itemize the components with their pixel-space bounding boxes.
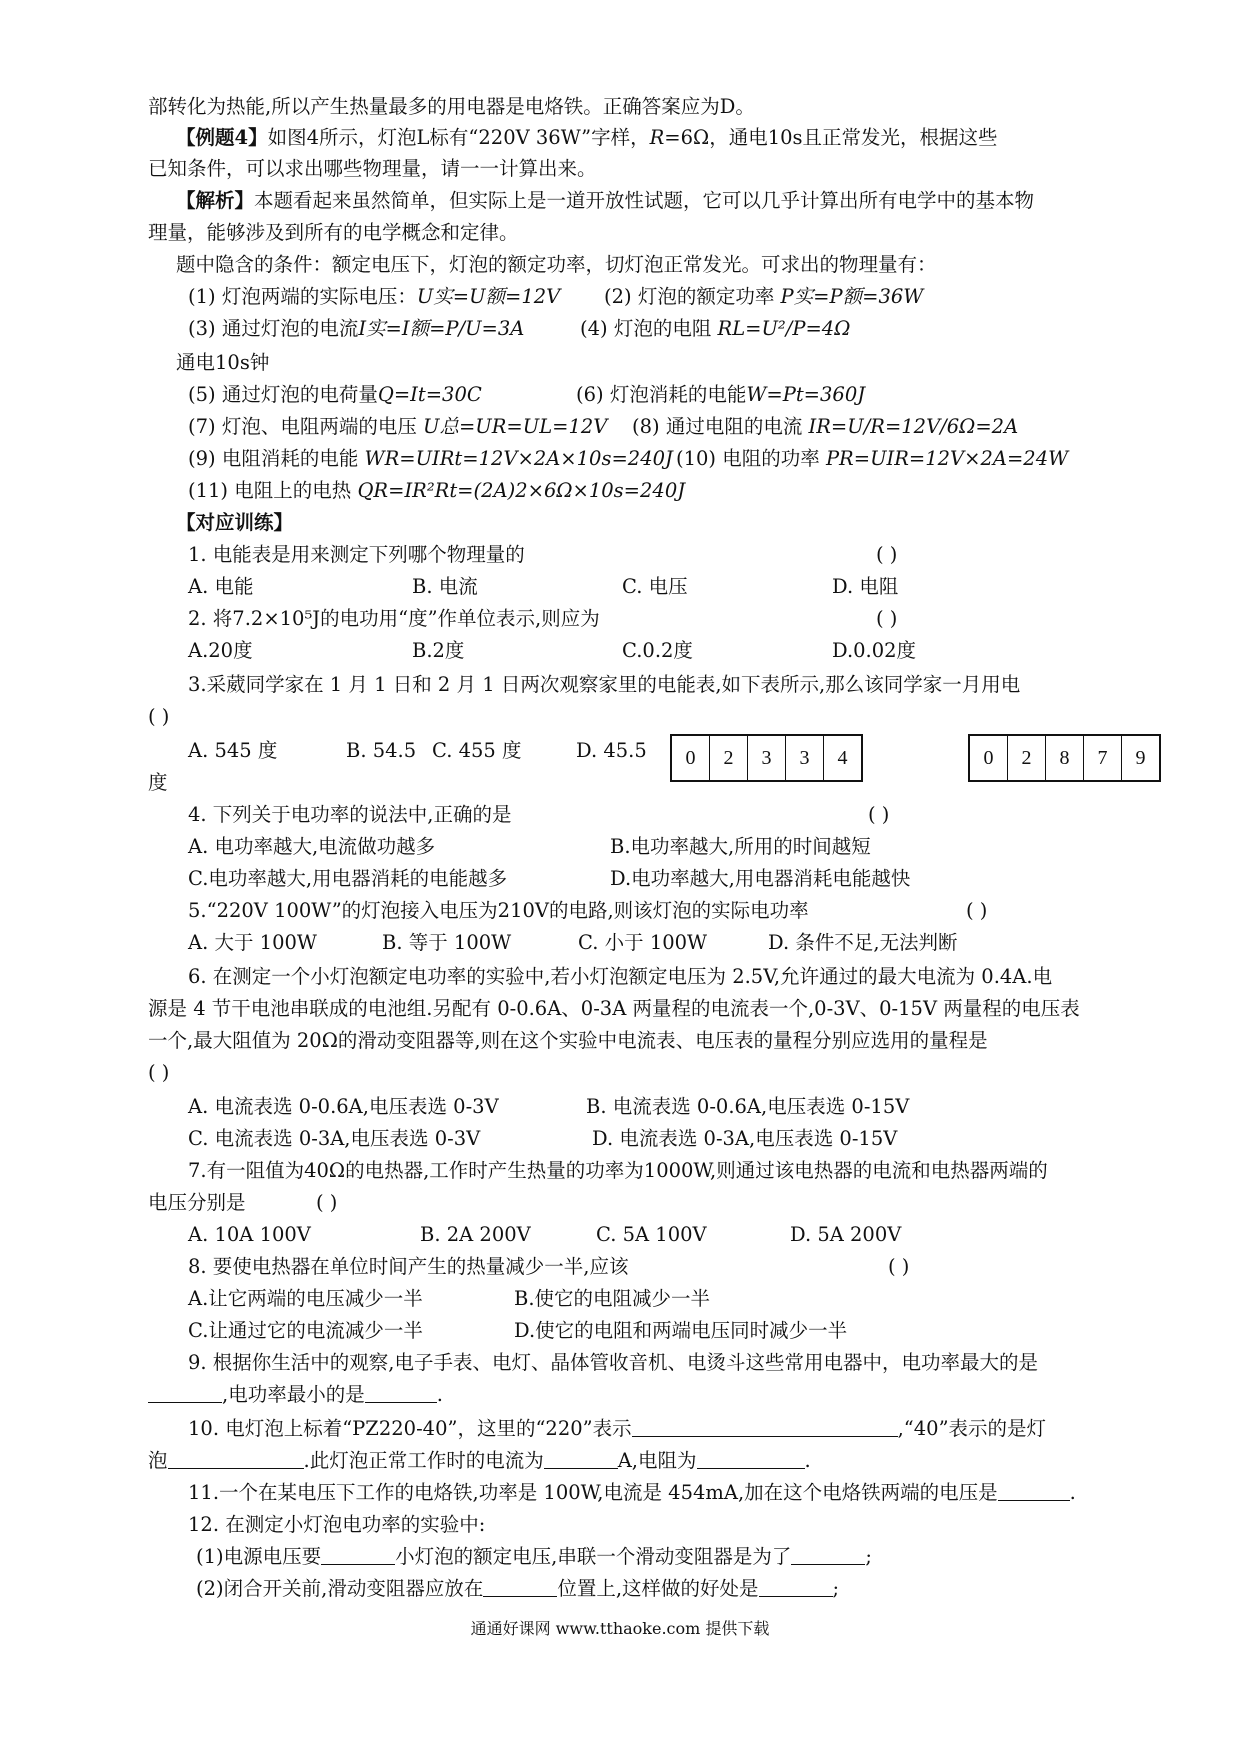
q8-option-c: C.让通过它的电流减少一半: [188, 1319, 423, 1342]
item4-label: (4) 灯泡的电阻: [580, 317, 712, 340]
analysis-item-2: [604, 284, 923, 310]
item9-label: (9) 电阻消耗的电能: [188, 447, 359, 470]
q3-answer-paren[interactable]: ( ): [148, 705, 170, 728]
meter1-digit: 3: [748, 736, 786, 780]
q9-stem-line2: [148, 1382, 443, 1408]
item8-label: (8) 通过电阻的电流: [632, 415, 803, 438]
q7-option-d: D. 5A 200V: [790, 1223, 902, 1246]
q3-option-c: C. 455 度: [432, 739, 522, 762]
q8-option-a: A.让它两端的电压减少一半: [188, 1287, 423, 1310]
q10-blank-resistance[interactable]: [697, 1448, 805, 1469]
example4-text1: 如图4所示，灯泡L标有“220V 36W”字样，: [267, 126, 650, 149]
item10-label: (10) 电阻的功率: [676, 447, 820, 470]
q12-part1-blank2[interactable]: [791, 1544, 865, 1565]
example4-r-var: R: [649, 126, 665, 149]
q4-stem: 4. 下列关于电功率的说法中,正确的是: [188, 803, 512, 826]
analysis-line1: [176, 188, 1034, 214]
q3-option-d: D. 45.5: [576, 739, 647, 762]
q5-option-c: C. 小于 100W: [578, 931, 708, 954]
q10-text-resistance: A,电阻为: [617, 1449, 697, 1472]
q12-part2-text1: (2)闭合开关前,滑动变阻器应放在: [196, 1577, 484, 1600]
intro-line: 部转化为热能,所以产生热量最多的用电器是电烙铁。正确答案应为D。: [148, 95, 755, 118]
meter2-digit: 0: [970, 736, 1008, 780]
q5-stem: 5.“220V 100W”的灯泡接入电压为210V的电路,则该灯泡的实际电功率: [188, 899, 809, 922]
example4-line1: [176, 125, 998, 151]
q9-period: .: [436, 1383, 443, 1406]
q12-part1-semicolon: ;: [865, 1545, 872, 1568]
item4-formula: RL=U²/P=4Ω: [717, 317, 851, 340]
analysis-text1: 本题看起来虽然简单，但实际上是一道开放性试题，它可以几乎计算出所有电学中的基本物: [254, 189, 1035, 212]
item1-formula: U实=U额=12V: [416, 285, 561, 308]
item5-label: (5) 通过灯泡的电荷量: [188, 383, 378, 406]
q6-option-a: A. 电流表选 0-0.6A,电压表选 0-3V: [188, 1095, 499, 1118]
q1-option-c: C. 电压: [622, 575, 688, 598]
q7-stem-line2: 电压分别是: [148, 1191, 246, 1214]
q7-answer-paren[interactable]: ( ): [316, 1191, 338, 1214]
q10-line1: [188, 1416, 1046, 1442]
q10-blank-40[interactable]: [168, 1448, 304, 1469]
meter1-digit: 2: [710, 736, 748, 780]
q12-part1-blank1[interactable]: [321, 1544, 395, 1565]
item6-label: (6) 灯泡消耗的电能: [576, 383, 747, 406]
analysis-item-10: [676, 446, 1068, 472]
item7-formula: U总=UR=UL=12V: [423, 415, 608, 438]
q2-option-b: B.2度: [412, 639, 465, 662]
q8-option-d: D.使它的电阻和两端电压同时减少一半: [514, 1319, 848, 1342]
q1-option-b: B. 电流: [412, 575, 478, 598]
q3-stem: 3.采葳同学家在 1 月 1 日和 2 月 1 日两次观察家里的电能表,如下表所示,那么该同学家一月用电: [188, 673, 1021, 696]
q2-option-d: D.0.02度: [832, 639, 917, 662]
q11-period: .: [1069, 1481, 1076, 1504]
q6-option-d: D. 电流表选 0-3A,电压表选 0-15V: [592, 1127, 898, 1150]
q2-answer-paren[interactable]: ( ): [876, 607, 898, 630]
meter2-digit: 2: [1008, 736, 1046, 780]
item3-label: (3) 通过灯泡的电流: [188, 317, 359, 340]
q10-text-40: ,“40”表示的是灯: [897, 1417, 1047, 1440]
q4-option-b: B.电功率越大,所用的时间越短: [610, 835, 871, 858]
meter-reading-jan1: [670, 734, 863, 782]
q11-line: [188, 1480, 1076, 1506]
q12-part2-blank1[interactable]: [483, 1576, 557, 1597]
q10-line2: [148, 1448, 811, 1474]
q8-answer-paren[interactable]: ( ): [888, 1255, 910, 1278]
analysis-tag: 【解析】: [176, 189, 255, 212]
q12-part1: [196, 1544, 872, 1570]
meter-reading-feb1: [968, 734, 1161, 782]
q1-stem: 1. 电能表是用来测定下列哪个物理量的: [188, 543, 525, 566]
q4-option-c: C.电功率越大,用电器消耗的电能越多: [188, 867, 508, 890]
q6-stem-line3: 一个,最大阻值为 20Ω的滑动变阻器等,则在这个实验中电流表、电压表的量程分别应选用的量程是: [148, 1029, 988, 1052]
analysis-item-1: [188, 284, 560, 310]
q12-part1-text2: 小灯泡的额定电压,串联一个滑动变阻器是为了: [395, 1545, 792, 1568]
q12-part1-text1: (1)电源电压要: [196, 1545, 322, 1568]
q11-stem: 11.一个在某电压下工作的电烙铁,功率是 100W,电流是 454mA,加在这个电烙铁两端的电压是: [188, 1481, 998, 1504]
analysis-item-8: [632, 414, 1018, 440]
analysis-hidden-conditions: 题中隐含的条件：额定电压下，灯泡的额定功率，切灯泡正常发光。可求出的物理量有：: [176, 253, 937, 276]
q1-option-d: D. 电阻: [832, 575, 899, 598]
q7-option-c: C. 5A 100V: [596, 1223, 707, 1246]
q4-answer-paren[interactable]: ( ): [868, 803, 890, 826]
page-footer: 通通好课网 www.tthaoke.com 提供下载: [470, 1619, 770, 1638]
q9-blank-min[interactable]: [365, 1382, 437, 1403]
q5-answer-paren[interactable]: ( ): [966, 899, 988, 922]
q7-stem-line1: 7.有一阻值为40Ω的电热器,工作时产生热量的功率为1000W,则通过该电热器的电流和电热器两端的: [188, 1159, 1048, 1182]
meter2-digit: 8: [1046, 736, 1084, 780]
training-heading: 【对应训练】: [176, 511, 294, 534]
analysis-item-6: [576, 382, 865, 408]
q12-stem: 12. 在测定小灯泡电功率的实验中:: [188, 1513, 486, 1536]
q8-option-b: B.使它的电阻减少一半: [514, 1287, 711, 1310]
meter1-digit: 4: [837, 747, 848, 769]
item3-formula: I实=I额=P/U=3A: [358, 317, 525, 340]
q12-part2-blank2[interactable]: [759, 1576, 833, 1597]
q9-stem-line1: 9. 根据你生活中的观察,电子手表、电灯、晶体管收音机、电烫斗这些常用电器中，电功率最大的是: [188, 1351, 1039, 1374]
q10-text-current: .此灯泡正常工作时的电流为: [303, 1449, 544, 1472]
item11-formula: QR=IR²Rt=(2A)2×6Ω×10s=240J: [357, 479, 686, 502]
item1-label: (1) 灯泡两端的实际电压：: [188, 285, 417, 308]
item7-label: (7) 灯泡、电阻两端的电压: [188, 415, 417, 438]
q3-option-b: B. 54.5: [346, 739, 417, 762]
q1-option-a: A. 电能: [188, 575, 254, 598]
q2-stem: 2. 将7.2×10⁵J的电功用“度”作单位表示,则应为: [188, 607, 600, 630]
analysis-item-11: [188, 478, 685, 504]
q11-blank[interactable]: [998, 1480, 1070, 1501]
analysis-item-9: [188, 446, 673, 472]
analysis-item-7: [188, 414, 607, 440]
q10-blank-220[interactable]: [632, 1416, 898, 1437]
q6-stem-line1: 6. 在测定一个小灯泡额定电功率的实验中,若小灯泡额定电压为 2.5V,允许通过的最大电流为 0.4A.电: [188, 965, 1053, 988]
q12-part2: [196, 1576, 839, 1602]
example4-tag: 【例题4】: [176, 126, 268, 149]
item10-formula: PR=UIR=12V×2A=24W: [825, 447, 1069, 470]
q5-option-b: B. 等于 100W: [382, 931, 512, 954]
q10-text-bulb: 泡: [148, 1449, 168, 1472]
q2-option-a: A.20度: [188, 639, 253, 662]
q7-option-a: A. 10A 100V: [188, 1223, 311, 1246]
meter2-digit: 7: [1084, 736, 1122, 780]
q7-option-b: B. 2A 200V: [420, 1223, 531, 1246]
item2-label: (2) 灯泡的额定功率: [604, 285, 775, 308]
q3-option-a: A. 545 度: [188, 739, 278, 762]
q5-option-d: D. 条件不足,无法判断: [768, 931, 958, 954]
example4-line2: 已知条件，可以求出哪些物理量，请一一计算出来。: [148, 157, 597, 180]
q6-answer-paren[interactable]: ( ): [148, 1061, 170, 1084]
analysis-item-4: [580, 316, 850, 342]
q3-option-d-unit: 度: [148, 771, 168, 794]
analysis-time: 通电10s钟: [176, 351, 270, 374]
q4-option-a: A. 电功率越大,电流做功越多: [188, 835, 436, 858]
item2-formula: P实=P额=36W: [780, 285, 924, 308]
item8-formula: IR=U/R=12V/6Ω=2A: [808, 415, 1019, 438]
q10-period: .: [804, 1449, 811, 1472]
q5-option-a: A. 大于 100W: [188, 931, 317, 954]
example4-r-val: =6Ω，通电10s且正常发光，根据这些: [664, 126, 998, 149]
q9-blank-max[interactable]: [148, 1382, 222, 1403]
q1-answer-paren[interactable]: ( ): [876, 543, 898, 566]
q6-option-b: B. 电流表选 0-0.6A,电压表选 0-15V: [586, 1095, 910, 1118]
q9-text-min: ,电功率最小的是: [222, 1383, 365, 1406]
q6-stem-line2: 源是 4 节干电池串联成的电池组.另配有 0-0.6A、0-3A 两量程的电流表一个,0-3V、0-15V 两量程的电压表: [148, 997, 1080, 1020]
q10-blank-current[interactable]: [544, 1448, 618, 1469]
q8-stem: 8. 要使电热器在单位时间产生的热量减少一半,应该: [188, 1255, 629, 1278]
analysis-item-3: [188, 316, 524, 342]
meter1-digit: 3: [786, 736, 824, 780]
item5-formula: Q=It=30C: [377, 383, 482, 406]
meter2-digit: 9: [1135, 747, 1146, 769]
meter1-digit: 0: [672, 736, 710, 780]
analysis-item-5: [188, 382, 482, 408]
item11-label: (11) 电阻上的电热: [188, 479, 352, 502]
q4-option-d: D.电功率越大,用电器消耗电能越快: [610, 867, 911, 890]
q10-stem: 10. 电灯泡上标着“PZ220-40”，这里的“220”表示: [188, 1417, 632, 1440]
item6-formula: W=Pt=360J: [746, 383, 866, 406]
analysis-line2: 理量，能够涉及到所有的电学概念和定律。: [148, 221, 519, 244]
item9-formula: WR=UIRt=12V×2A×10s=240J: [364, 447, 673, 470]
q6-option-c: C. 电流表选 0-3A,电压表选 0-3V: [188, 1127, 481, 1150]
q12-part2-text2: 位置上,这样做的好处是: [557, 1577, 759, 1600]
q12-part2-semicolon: ;: [832, 1577, 840, 1600]
q2-option-c: C.0.2度: [622, 639, 693, 662]
